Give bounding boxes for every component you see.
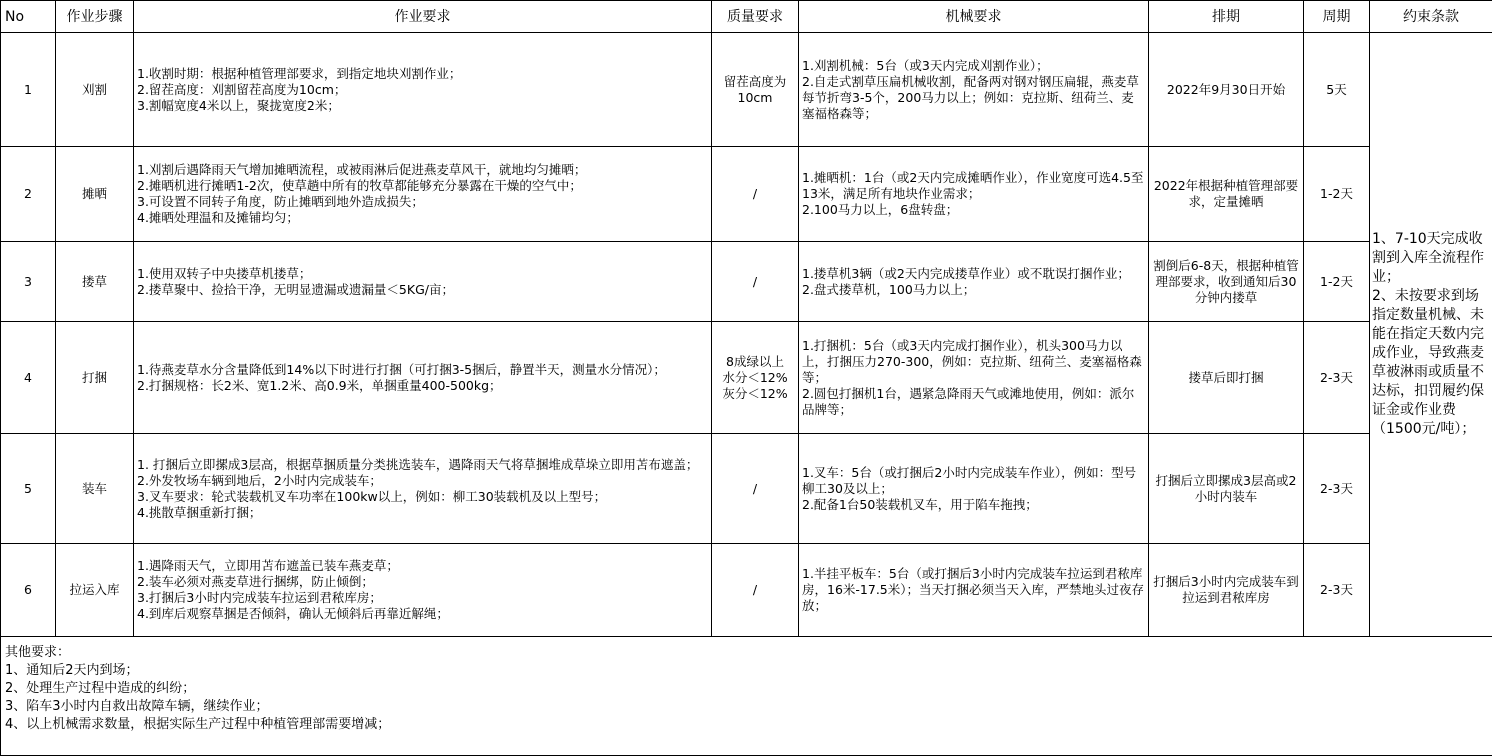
requirement-line: 1. 打捆后立即摞成3层高，根据草捆质量分类挑选装车，遇降雨天气将草捆堆成草垛立即用苫布遮盖； [137,457,708,473]
row-period: 2-3天 [1304,322,1370,434]
requirement-line: 1.待燕麦草水分含量降低到14%以下时进行打捆（可打捆3-5捆后，静置半天，测量水分情况）； [137,362,708,378]
header-schedule: 排期 [1149,1,1304,33]
requirement-line: 2.摊晒机进行摊晒1-2次，使草趟中所有的牧草都能够充分暴露在干燥的空气中； [137,178,708,194]
row-quality: 留茬高度为10cm [712,33,799,147]
header-constraint: 约束条款 [1370,1,1492,33]
quality-line: 灰分＜12% [715,386,795,402]
table-row [1,242,1492,322]
header-quality: 质量要求 [712,1,799,33]
requirement-line: 3.可设置不同转子角度，防止摊晒到地外造成损失； [137,194,708,210]
constraint-line: 2、未按要求到场指定数量机械、未能在指定天数内完成作业，导致燕麦草被淋雨或质量不达标，扣罚履约保证金或作业费（1500元/吨）； [1372,287,1490,439]
machinery-line: 2.配备1台50装载机叉车，用于陷车拖拽； [802,497,1145,513]
row-schedule: 打捆后3小时内完成装车到拉运到君秾库房 [1149,544,1304,637]
constraint-cell [1370,33,1492,637]
other-requirements [1,637,1492,756]
row-quality: / [712,434,799,544]
row-no: 1 [1,33,56,147]
table-row [1,33,1492,147]
machinery-line: 1.半挂平板车：5台（或打捆后3小时内完成装车拉运到君秾库房，16米-17.5米）；当天打捆必须当天入库，严禁地头过夜存放； [802,566,1145,614]
row-machinery [799,147,1149,242]
machinery-line: 2.自走式割草压扁机械收割，配备两对钢对钢压扁辊，燕麦草每节折弯3-5个，200马力以上；例如：克拉斯、纽荷兰、麦塞福格森等； [802,74,1145,122]
header-machinery: 机械要求 [799,1,1149,33]
row-step: 打捆 [56,322,134,434]
header-no: No [1,1,56,33]
row-requirements [134,147,712,242]
row-machinery [799,434,1149,544]
requirement-line: 2.搂草聚中、捡拾干净，无明显遗漏或遗漏量＜5KG/亩； [137,282,708,298]
requirement-line: 2.打捆规格：长2米、宽1.2米、高0.9米，单捆重量400-500kg； [137,378,708,394]
requirement-line: 4.挑散草捆重新打捆； [137,505,708,521]
constraint-line: 1、7-10天完成收割到入库全流程作业； [1372,230,1490,287]
row-step: 搂草 [56,242,134,322]
table-row [1,147,1492,242]
requirement-line: 1.收割时期：根据种植管理部要求，到指定地块刈割作业； [137,66,708,82]
machinery-line: 2.盘式搂草机，100马力以上； [802,282,1145,298]
machinery-line: 1.搂草机3辆（或2天内完成搂草作业）或不耽误打捆作业； [802,266,1145,282]
requirement-line: 1.刈割后遇降雨天气增加摊晒流程，或被雨淋后促进燕麦草风干，就地均匀摊晒； [137,162,708,178]
row-quality: / [712,544,799,637]
machinery-line: 1.摊晒机：1台（或2天内完成摊晒作业），作业宽度可选4.5至13米，满足所有地块作业需求； [802,170,1145,202]
footer-row [1,637,1492,756]
row-step: 装车 [56,434,134,544]
row-schedule: 2022年9月30日开始 [1149,33,1304,147]
other-requirement-item: 1、通知后2天内到场； [5,662,1488,680]
row-period: 1-2天 [1304,242,1370,322]
requirement-line: 4.到库后观察草捆是否倾斜，确认无倾斜后再靠近解绳； [137,606,708,622]
row-period: 2-3天 [1304,434,1370,544]
machinery-line: 1.刈割机械：5台（或3天内完成刈割作业）； [802,58,1145,74]
row-machinery [799,322,1149,434]
other-requirement-item: 4、以上机械需求数量，根据实际生产过程中种植管理部需要增减； [5,716,1488,734]
row-schedule: 割倒后6-8天，根据种植管理部要求，收到通知后30分钟内搂草 [1149,242,1304,322]
machinery-line: 2.100马力以上，6盘转盘； [802,202,1145,218]
other-requirements-title: 其他要求： [5,644,1488,662]
row-requirements [134,242,712,322]
row-machinery [799,242,1149,322]
row-schedule: 打捆后立即摞成3层高或2小时内装车 [1149,434,1304,544]
row-no: 2 [1,147,56,242]
machinery-line: 1.打捆机：5台（或3天内完成打捆作业），机头300马力以上，打捆压力270-300，例如：克拉斯、纽荷兰、麦塞福格森等； [802,338,1145,386]
table-row [1,322,1492,434]
header-step: 作业步骤 [56,1,134,33]
requirement-line: 3.割幅宽度4米以上，聚拢宽度2米； [137,98,708,114]
table-row [1,434,1492,544]
row-quality [712,322,799,434]
row-machinery [799,33,1149,147]
requirement-line: 2.留茬高度：刈割留茬高度为10cm； [137,82,708,98]
requirement-line: 4.摊晒处理温和及摊铺均匀； [137,210,708,226]
quality-line: 水分＜12% [715,370,795,386]
row-no: 5 [1,434,56,544]
header-row [1,1,1492,33]
row-period: 2-3天 [1304,544,1370,637]
row-schedule: 2022年根据种植管理部要求，定量摊晒 [1149,147,1304,242]
row-machinery [799,544,1149,637]
row-schedule: 搂草后即打捆 [1149,322,1304,434]
row-requirements [134,322,712,434]
row-quality: / [712,242,799,322]
row-period: 5天 [1304,33,1370,147]
machinery-line: 2.圆包打捆机1台，遇紧急降雨天气或滩地使用，例如：派尔品牌等； [802,386,1145,418]
table-row [1,544,1492,637]
other-requirement-item: 2、处理生产过程中造成的纠纷； [5,680,1488,698]
header-requirements: 作业要求 [134,1,712,33]
row-step: 刈割 [56,33,134,147]
requirement-line: 1.遇降雨天气，立即用苫布遮盖已装车燕麦草； [137,558,708,574]
row-requirements [134,544,712,637]
row-period: 1-2天 [1304,147,1370,242]
row-requirements [134,33,712,147]
row-no: 6 [1,544,56,637]
requirement-line: 2.外发牧场车辆到地后，2小时内完成装车； [137,473,708,489]
row-no: 3 [1,242,56,322]
requirement-line: 3.叉车要求：轮式装载机叉车功率在100kw以上，例如：柳工30装载机及以上型号； [137,489,708,505]
row-quality: / [712,147,799,242]
requirement-line: 3.打捆后3小时内完成装车拉运到君秾库房； [137,590,708,606]
row-requirements [134,434,712,544]
requirement-line: 2.装车必须对燕麦草进行捆绑，防止倾倒； [137,574,708,590]
other-requirement-item: 3、陷车3小时内自救出故障车辆，继续作业； [5,698,1488,716]
machinery-line: 1.叉车：5台（或打捆后2小时内完成装车作业），例如：型号柳工30及以上； [802,465,1145,497]
quality-line: 8成绿以上 [715,354,795,370]
row-step: 拉运入库 [56,544,134,637]
requirement-line: 1.使用双转子中央搂草机搂草； [137,266,708,282]
row-no: 4 [1,322,56,434]
header-period: 周期 [1304,1,1370,33]
row-step: 摊晒 [56,147,134,242]
